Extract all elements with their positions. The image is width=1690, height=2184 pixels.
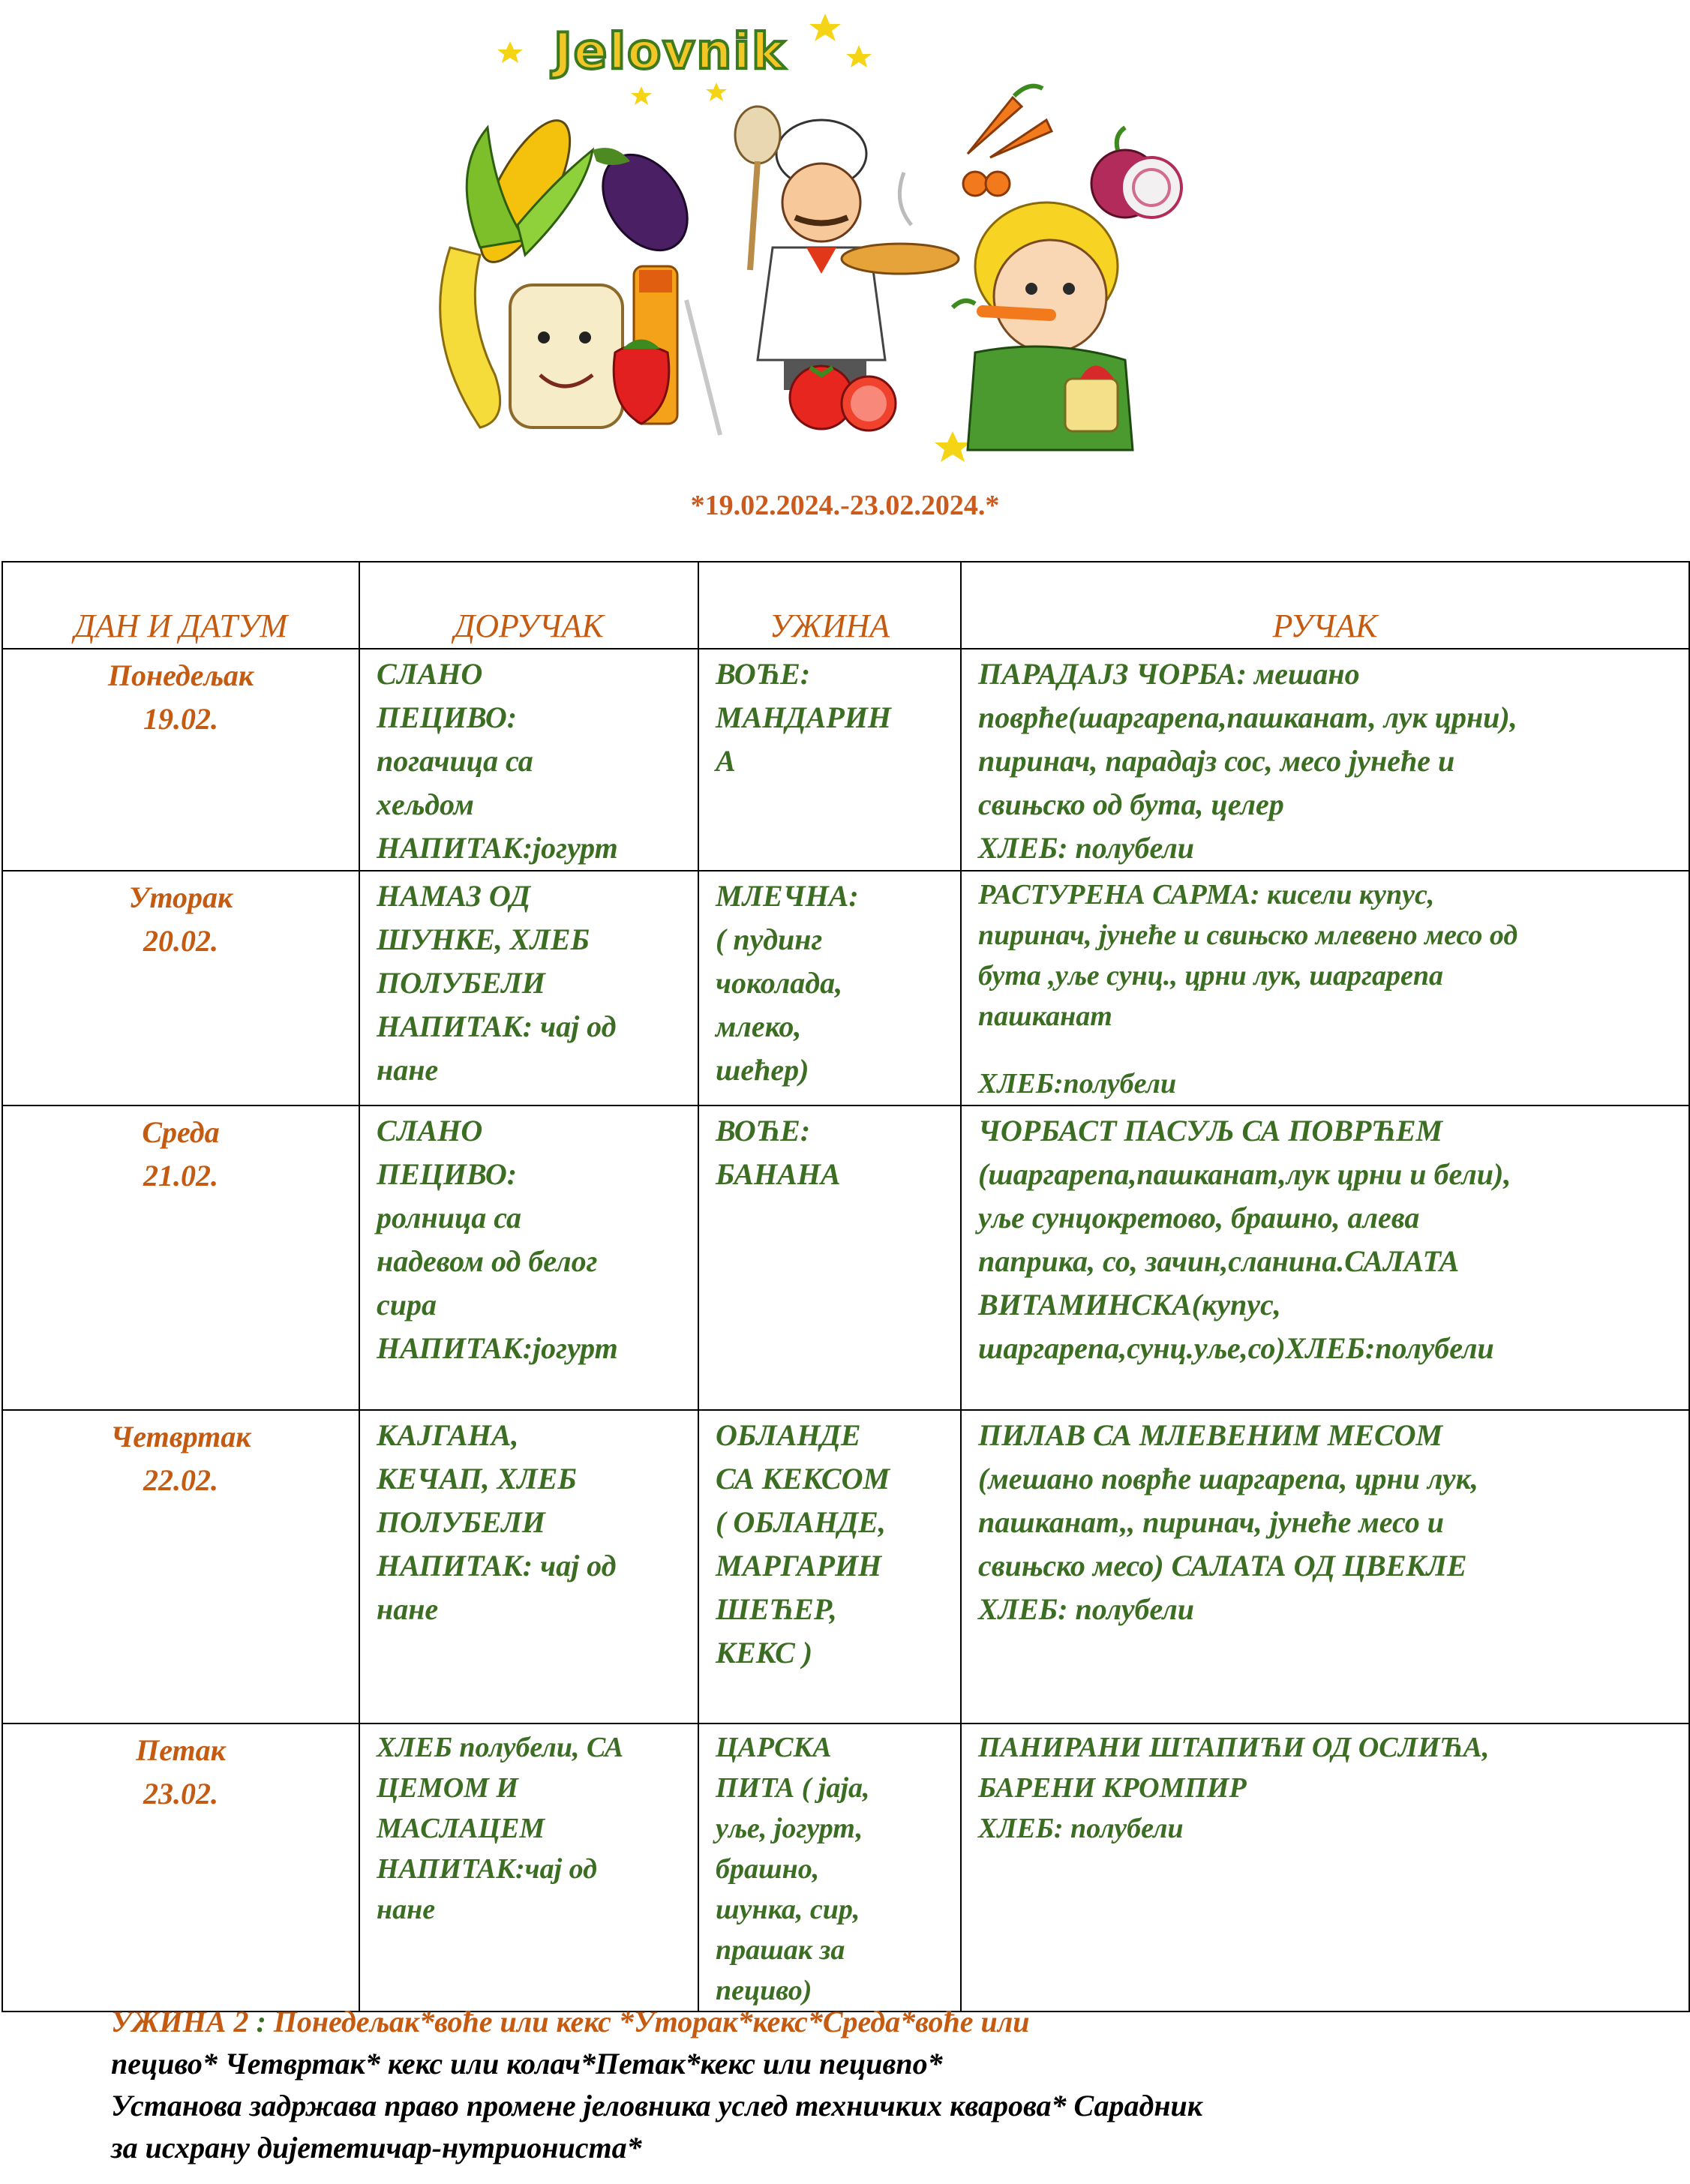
lunch-cell bbox=[961, 1724, 1689, 2012]
lunch-line: пашканат,, пиринач, јунеће месо и bbox=[978, 1505, 1445, 1539]
day-name: Уторак bbox=[128, 880, 233, 914]
lunch-line: ХЛЕБ: полубели bbox=[978, 831, 1195, 865]
day-name: Четвртак bbox=[110, 1420, 251, 1454]
table-row bbox=[2, 1410, 1689, 1724]
lunch-line: ХЛЕБ: полубели bbox=[978, 1592, 1195, 1626]
snack-line: шећер) bbox=[716, 1053, 809, 1087]
breakfast-line: нане bbox=[377, 1053, 439, 1087]
lunch-line: поврће(шаргарепа,пашканат, лук црни), bbox=[978, 700, 1517, 734]
lunch-line: ЧОРБАСТ ПАСУЉ СА ПОВРЋЕМ bbox=[978, 1114, 1443, 1148]
day-date: 21.02. bbox=[143, 1159, 218, 1192]
breakfast-line: НАПИТАК:чај од bbox=[377, 1853, 598, 1885]
breakfast-line: НАПИТАК:јогурт bbox=[377, 1331, 618, 1365]
breakfast-line: нане bbox=[377, 1592, 439, 1626]
lunch-line: паприка, со, зачин,сланина.САЛАТА bbox=[978, 1244, 1460, 1278]
lunch-line: (мешано поврће шаргарепа, црни лук, bbox=[978, 1462, 1478, 1496]
breakfast-line: СЛАНО bbox=[377, 1114, 483, 1148]
snack-line: ЦАРСКА bbox=[716, 1732, 832, 1763]
breakfast-line: ХЛЕБ полубели, СА bbox=[377, 1732, 624, 1763]
lunch-bread: ХЛЕБ:полубели bbox=[978, 1068, 1177, 1100]
lunch-line: пиринач, јунеће и свињско млевено месо од bbox=[978, 920, 1518, 951]
header-lunch: РУЧАК bbox=[961, 562, 1689, 649]
breakfast-cell bbox=[359, 649, 698, 871]
snack-line: ОБЛАНДЕ bbox=[716, 1418, 861, 1452]
snack-line: СА КЕКСОМ bbox=[716, 1462, 890, 1496]
snack-line: ВОЋЕ: bbox=[716, 1114, 811, 1148]
snack-line: МАНДАРИН bbox=[716, 700, 892, 734]
snack-line: ( ОБЛАНДЕ, bbox=[716, 1505, 886, 1539]
snack-line: брашно, bbox=[716, 1853, 820, 1885]
food-clipart bbox=[0, 0, 1690, 480]
sandwich-icon bbox=[510, 285, 623, 428]
snack-line: ВОЋЕ: bbox=[716, 657, 811, 691]
snack-line: А bbox=[716, 744, 736, 778]
breakfast-line: КЕЧАП, ХЛЕБ bbox=[377, 1462, 577, 1496]
table-row bbox=[2, 649, 1689, 871]
day-name: Среда bbox=[142, 1115, 220, 1149]
breakfast-cell bbox=[359, 871, 698, 1106]
lunch-line: свињско месо) САЛАТА ОД ЦВЕКЛЕ bbox=[978, 1549, 1467, 1582]
breakfast-line: НАПИТАК: чај од bbox=[377, 1010, 617, 1043]
breakfast-line: нане bbox=[377, 1894, 436, 1925]
lunch-cell bbox=[961, 1410, 1689, 1724]
day-name: Петак bbox=[136, 1733, 226, 1767]
day-date: 20.02. bbox=[143, 924, 218, 958]
onion-icon bbox=[1091, 128, 1181, 218]
day-name: Понедељак bbox=[107, 658, 254, 692]
disclaimer-line1: Установа задржава право промене јеловника услед техничких кварова* Сарадник bbox=[111, 2089, 1203, 2122]
lunch-line: уље сунцокретово, брашно, алева bbox=[978, 1201, 1420, 1234]
corn-icon bbox=[463, 108, 593, 274]
lunch-cell bbox=[961, 1106, 1689, 1410]
lunch-line: ПАРАДАЈЗ ЧОРБА: мешано bbox=[978, 657, 1360, 691]
header-breakfast: ДОРУЧАК bbox=[359, 562, 698, 649]
spacer bbox=[978, 1036, 1675, 1064]
day-cell bbox=[2, 649, 359, 871]
snack-cell bbox=[698, 649, 961, 871]
breakfast-line: СЛАНО bbox=[377, 657, 483, 691]
header-day: ДАН И ДАТУМ bbox=[2, 562, 359, 649]
snack-line: шунка, сир, bbox=[716, 1894, 860, 1925]
snack-cell bbox=[698, 871, 961, 1106]
snack2-label: УЖИНА 2 bbox=[111, 2005, 257, 2038]
snack-line: пециво) bbox=[716, 1975, 812, 2006]
day-date: 23.02. bbox=[143, 1777, 218, 1810]
breakfast-line: сира bbox=[377, 1288, 437, 1322]
snack2-line1: Понедељак*воће или кекс *Уторак*кекс*Среда*воће или bbox=[266, 2005, 1030, 2038]
carrot-icon bbox=[963, 86, 1052, 196]
lunch-cell bbox=[961, 871, 1689, 1106]
lunch-cell bbox=[961, 649, 1689, 871]
breakfast-line: ЦЕМОМ И bbox=[377, 1772, 518, 1804]
breakfast-line: ШУНКЕ, ХЛЕБ bbox=[377, 922, 590, 956]
header-illustration bbox=[0, 0, 1690, 480]
breakfast-line: ПОЛУБЕЛИ bbox=[377, 1505, 545, 1539]
day-date: 19.02. bbox=[143, 702, 218, 736]
snack-cell bbox=[698, 1106, 961, 1410]
breakfast-line: хељдом bbox=[377, 788, 474, 821]
banana-icon bbox=[440, 248, 500, 428]
breakfast-line: ролница са bbox=[377, 1201, 521, 1234]
breakfast-line: НАПИТАК: чај од bbox=[377, 1549, 617, 1582]
table-row bbox=[2, 871, 1689, 1106]
lunch-line: РАСТУРЕНА САРМА: кисели купус, bbox=[978, 879, 1435, 910]
day-cell bbox=[2, 1106, 359, 1410]
breakfast-line: погачица са bbox=[377, 744, 533, 778]
snack-cell bbox=[698, 1724, 961, 2012]
breakfast-line: ПОЛУБЕЛИ bbox=[377, 966, 545, 1000]
breakfast-cell bbox=[359, 1724, 698, 2012]
snack-line: МЛЕЧНА: bbox=[716, 879, 859, 913]
lunch-line: БАРЕНИ КРОМПИР bbox=[978, 1772, 1247, 1804]
menu-table bbox=[2, 561, 1690, 2012]
lunch-line: ХЛЕБ: полубели bbox=[978, 1813, 1184, 1844]
day-cell bbox=[2, 871, 359, 1106]
lunch-line: ВИТАМИНСКА(купус, bbox=[978, 1288, 1281, 1322]
snack-line: ШЕЋЕР, bbox=[716, 1592, 837, 1626]
child-icon bbox=[953, 202, 1133, 450]
table-row bbox=[2, 1106, 1689, 1410]
snack-line: ПИТА ( јаја, bbox=[716, 1772, 870, 1804]
snack-line: прашак за bbox=[716, 1934, 845, 1966]
snack-line: млеко, bbox=[716, 1010, 802, 1043]
breakfast-line: надевом од белог bbox=[377, 1244, 598, 1278]
table-row bbox=[2, 1724, 1689, 2012]
day-date: 22.02. bbox=[143, 1463, 218, 1497]
logo-text: Jelovnik bbox=[554, 22, 786, 80]
breakfast-line: КАЈГАНА, bbox=[377, 1418, 519, 1452]
snack-line: БАНАНА bbox=[716, 1157, 841, 1191]
snack-line: уље, јогурт, bbox=[716, 1813, 863, 1844]
lunch-line: пиринач, парадајз сос, месо јунеће и bbox=[978, 744, 1455, 778]
breakfast-line: НАПИТАК:јогурт bbox=[377, 831, 618, 865]
breakfast-cell bbox=[359, 1410, 698, 1724]
snack-line: МАРГАРИН bbox=[716, 1549, 882, 1582]
breakfast-line: МАСЛАЦЕМ bbox=[377, 1813, 545, 1844]
snack-line: ( пудинг bbox=[716, 922, 823, 956]
breakfast-cell bbox=[359, 1106, 698, 1410]
lunch-line: бута ,уље сунц., црни лук, шаргарепа bbox=[978, 960, 1444, 992]
day-cell bbox=[2, 1724, 359, 2012]
snack2-colon: : bbox=[256, 2005, 266, 2038]
snack-cell bbox=[698, 1410, 961, 1724]
lunch-line: свињско од бута, целер bbox=[978, 788, 1284, 821]
snack-line: чоколада, bbox=[716, 966, 843, 1000]
day-cell bbox=[2, 1410, 359, 1724]
header-snack: УЖИНА bbox=[698, 562, 961, 649]
chef-icon bbox=[735, 106, 959, 390]
table-header-row bbox=[2, 562, 1689, 649]
tomato-icon bbox=[790, 366, 896, 430]
eggplant-icon bbox=[586, 139, 705, 266]
snack-line: КЕКС ) bbox=[716, 1636, 813, 1670]
lunch-line: (шаргарепа,пашканат,лук црни и бели), bbox=[978, 1157, 1511, 1191]
lunch-line: пашканат bbox=[978, 1000, 1112, 1032]
disclaimer-line2: за исхрану дијететичар-нутриониста* bbox=[111, 2131, 642, 2164]
breakfast-line: ПЕЦИВО: bbox=[377, 700, 518, 734]
breakfast-line: НАМАЗ ОД bbox=[377, 879, 531, 913]
lunch-line: ПАНИРАНИ ШТАПИЋИ ОД ОСЛИЋА, bbox=[978, 1732, 1490, 1763]
breakfast-line: ПЕЦИВО: bbox=[377, 1157, 518, 1191]
snack2-note bbox=[111, 2001, 1611, 2043]
lunch-line: ПИЛАВ СА МЛЕВЕНИМ МЕСОМ bbox=[978, 1418, 1443, 1452]
lunch-line: шаргарепа,сунц.уље,со)ХЛЕБ:полубели bbox=[978, 1331, 1494, 1365]
snack2-line2: пециво* Четвртак* кекс или колач*Петак*кекс или пецивпо* bbox=[111, 2047, 943, 2080]
date-range: *19.02.2024.-23.02.2024.* bbox=[690, 490, 1000, 521]
